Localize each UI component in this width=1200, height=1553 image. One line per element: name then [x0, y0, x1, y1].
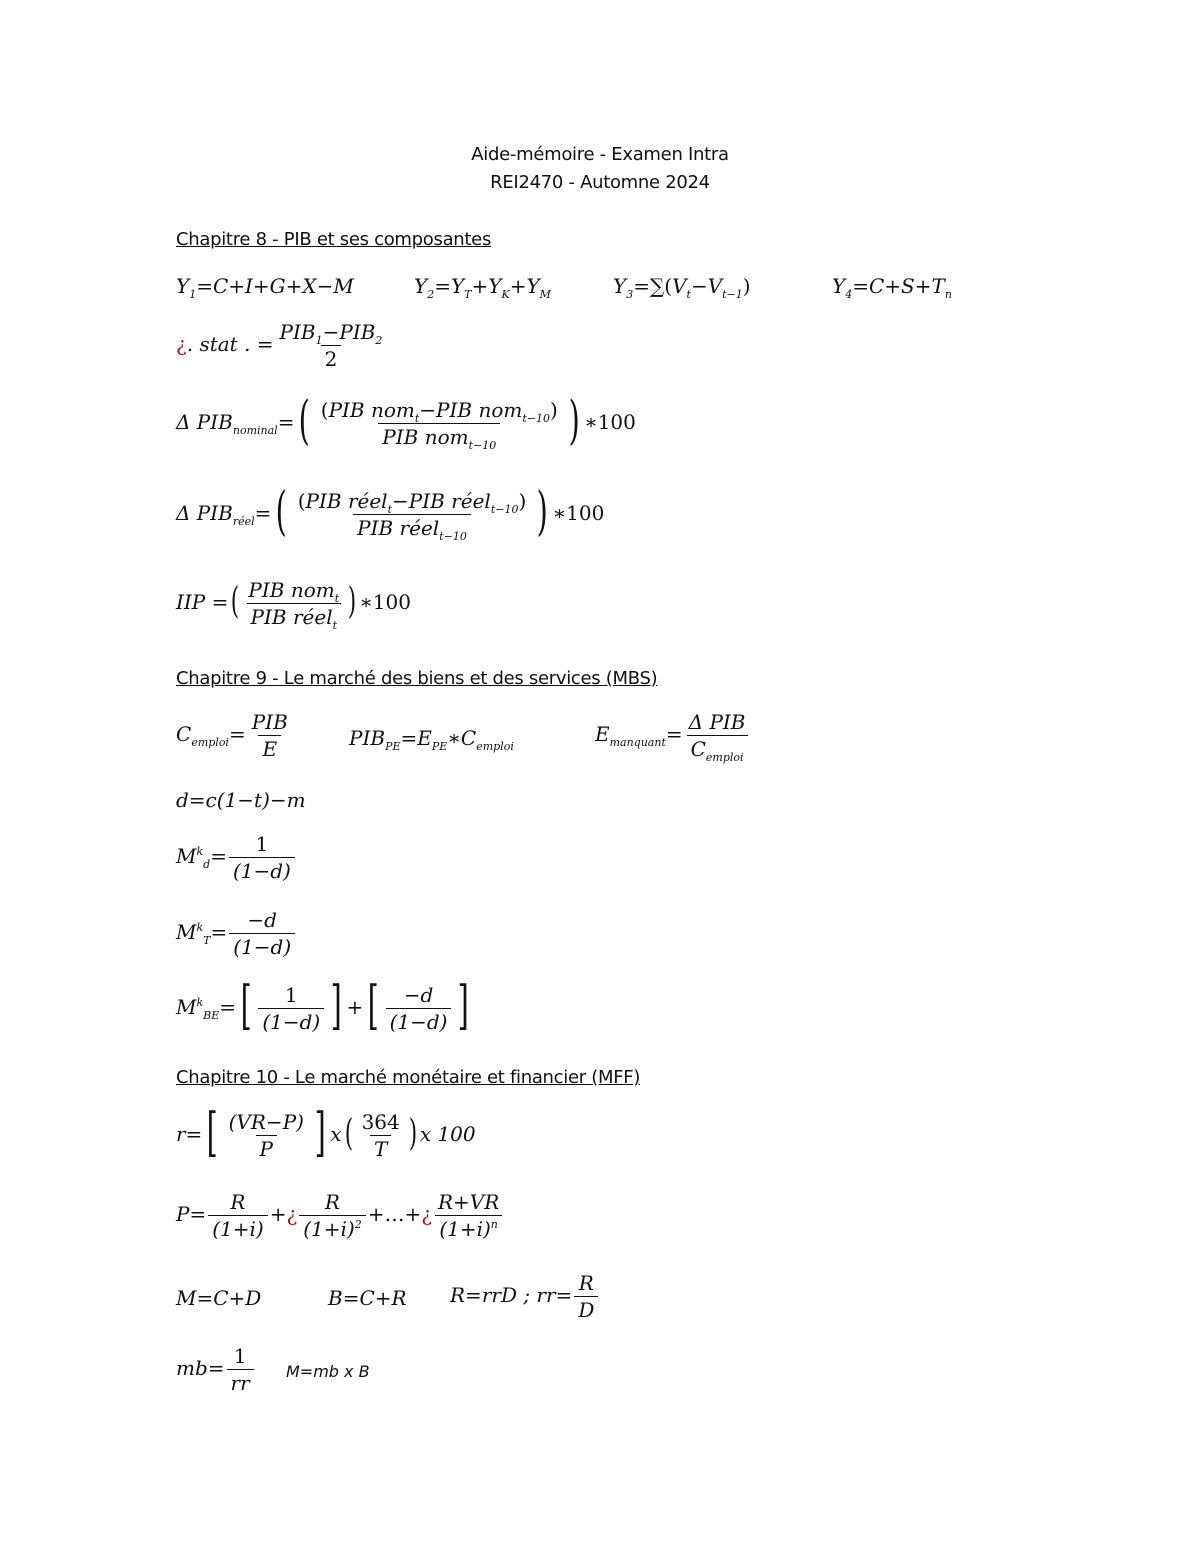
formula-pib-pe: $PIB_{PE}=E_{PE}∗C_{emploi}$	[349, 726, 514, 753]
missing-symbol: ¿	[421, 1202, 432, 1226]
formula-c-emploi: $C_{emploi}=$ $\frac{\text{PIB}}{E}$	[176, 710, 288, 761]
missing-symbol: ¿	[286, 1202, 298, 1226]
chapter8-heading: Chapitre 8 - PIB et ses composantes	[176, 229, 492, 250]
formula-delta-pib-reel: Δ $PIB_{réel}=$( $\frac{(PIB réel_t-PIB réel_{t-10})}{PIB réel_{t-10}}$ ) ∗100	[176, 481, 605, 543]
formula-y2: $Y_2=Y_T+Y_K+Y_M$	[414, 274, 551, 301]
formula-d: d=c(1−t)−m	[176, 788, 306, 812]
formula-iip: IIP =( $\frac{PIB nom_t}{PIB réel_t}$ ) ∗100	[176, 578, 411, 632]
formula-y3: $Y_3=\sum(V_t-V_{t-1})$	[613, 274, 751, 301]
formula-rr: R=rrD ; rr= $\frac{R}{D}$	[450, 1273, 600, 1320]
document-subtitle: REI2470 - Automne 2024	[490, 172, 710, 193]
formula-y1: $Y_1=C+I+G+X-M$	[176, 274, 354, 301]
formula-m: M=C+D	[176, 1286, 262, 1310]
formula-e-manquant: $E_{manquant}=$ $\frac{\text{Δ PIB}}{C_{emploi}}$	[595, 712, 752, 759]
formula-p: P= $\frac{R}{(1+i)}$ +¿ $\frac{R}{(1+i)^2}$ +…+¿ $\frac{R+VR}{(1+i)^n}$	[176, 1192, 505, 1239]
chapter10-heading: Chapitre 10 - Le marché monétaire et financier (MFF)	[176, 1067, 641, 1088]
chapter9-heading: Chapitre 9 - Le marché des biens et des services (MBS)	[176, 668, 658, 689]
formula-mk-d: $M^k_d=$ $\frac{1}{(1-d)}$	[176, 834, 297, 881]
formula-mb: mb= $\frac{1}{rr}$	[176, 1346, 256, 1393]
formula-b: B=C+R	[328, 1286, 407, 1310]
formula-mk-t: $M^k_T=$ $\frac{-d}{(1-d)}$	[176, 910, 297, 957]
formula-y4: $Y_4=C+S+T_n$	[832, 274, 952, 301]
document-title: Aide-mémoire - Examen Intra	[471, 144, 729, 165]
formula-stat: ¿. stat . = $\frac{PIB_1-PIB_2}{2}$	[176, 320, 383, 371]
formula-r: r=[ $\frac{(VR-P)}{P}$ ] x( $\frac{364}{T}$ ) x 100	[176, 1102, 476, 1163]
formula-mk-be: $M^k_{BE}=$[ $\frac{1}{(1-d)}$ ] +[ $\frac{-d}{(1-d)}$ ]	[176, 975, 470, 1036]
formula-delta-pib-nominal: Δ $PIB_{nominal}=$( $\frac{(PIB nom_t-PIB nom_{t-10})}{PIB nom_{t-10}}$ ) ∗100	[176, 390, 636, 452]
formula-m-mb: M=mb x B	[286, 1362, 370, 1381]
missing-symbol: ¿	[176, 332, 187, 356]
